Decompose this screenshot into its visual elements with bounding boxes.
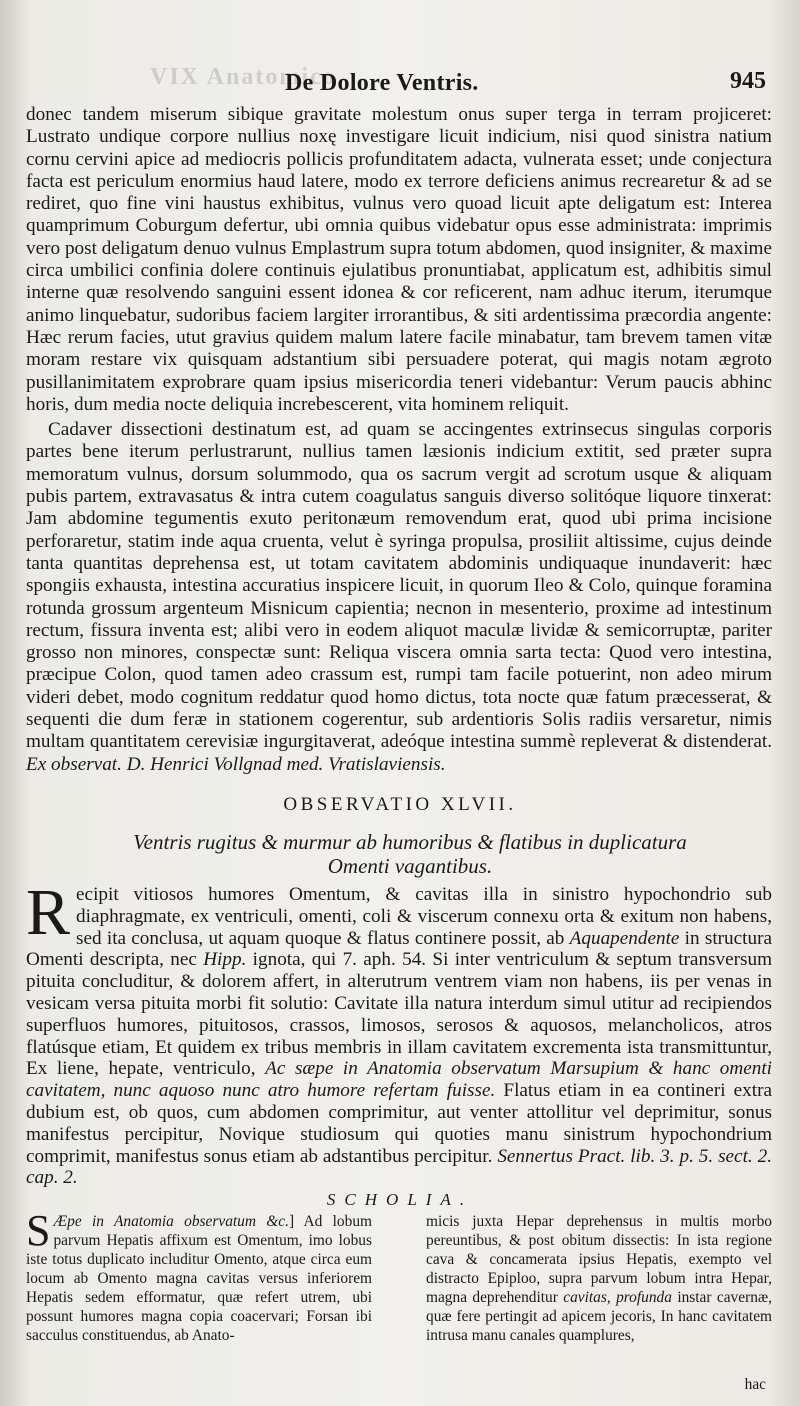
- paragraph-dissection-text: Cadaver dissectioni destinatum est, ad quam se accingentes extrinsecus singulas corporis partes bene iterum perlustrarunt, nullius tamen læsionis indicium extitit, sed præter supra memoratum vulnus, dorsum solummodo, qua os sacrum vergit ad scrotum usque & aliquam pubis partem, extravasatus & intra cutem coagulatus sanguis diverso solitóque liquore tinxerat: Jam abdomine tegumentis exuto peritonæum removendum erat, quod ubi prima incisione perforaretur, statim inde aqua cruenta, velut è syringa propulsa, prosiliit altissime, cujus deinde tanta quantitas deprehensa est, ut totam cavitatem abdominis undiquaque inundaverit: hæc spongiis exhausta, intestina accuratius inspicere licuit, in quorum Ileo & Colo, quinque foramina rotunda grossum argenteum Misnicum capientia; necnon in mesenterio, proxime ad intestinum rectum, fissura inventa est; alibi vero in eodem aliquot maculæ lividæ & semicorruptæ, pariter grosso non minores, conspectæ sunt: Reliqua viscera omnia sarta tecta: Quod vero intestina, præcipue Colon, quod tamen adeo crassum est, rumpi tam facile potuerint, non adeo mirum videri debet, modo cognitum reddatur quod homo dictus, tota nocte quæ fatum præcesserat, & sequenti die dum feræ in stationem cogerentur, sub ardentioris Solis radiis versaretur, nimis multam quantitatem cerevisiæ ingurgitaverat, adeóque intestina summè repleverat & distenderat.: [26, 419, 772, 753]
- drop-cap: R: [26, 876, 71, 949]
- observation-title: [60, 830, 760, 878]
- scholia-right-column: [426, 1212, 772, 1345]
- scholia-right-text-2: instar cavernæ, quæ fere pertingit ad apicem jecoris, In hanc cavitatem intrusa manu canales quamplures,: [426, 1289, 773, 1344]
- scholia-columns: [26, 1206, 773, 1345]
- observation-text-part-2: in structura Omenti descripta, nec: [26, 927, 772, 971]
- observation-text-part-4: Flatus etiam in ea contineri extra dubium est, ob quos, cum abdomen comprimitur, aut venter attollitur vel deprimitur, sonus manifestus percipitur, Novique studiosum qui quoties manu sinistrum hypochondrium comprimit, manifestus sonus etiam ab adstantibus percipitur.: [26, 1080, 773, 1167]
- source-citation: Ex observat. D. Henrici Vollgnad med. Vratislaviensis.: [26, 753, 446, 775]
- paragraph-continued: donec tandem miserum sibique gravitate molestum onus super terga in terram projiceret: Lustrato undique corpore nullius noxę investigare licuit indicium, nisi quod sinistra natium cornu cervini apice ad mediocris pollicis profunditatem adacta, vulnerata esset; unde conjectura facta est periculum enormius haud latere, modo ex terrore deficiens animus recrearetur & ad se rediret, quo fine vini haustus exhibitus, vulnus vero quoad licuit apte deligatum est: Interea quamprimum Coburgum defertur, ubi omnia quibus videbatur opus esse administrata: imprimis vero post deligatum denuo vulnus Emplastrum supra totum abdomen, quod insigniter, & maxime circa umbilici confinia dolere continuis ejulatibus pronuntiabat, applicatum est, adhibitis simul interne quæ resolvendo sanguini essent idonea & cor reficerent, nam adhuc iterum, iterumque animo linquebatur, sudoribus faciem largiter irrorantibus, & siti ardentissima præcordia angente: Hæc rerum facies, utut gravius quidem malum latere facile minabatur, tam brevem tamen vitæ moram restare vix quisquam adstantium sibi persuadere poterat, qui magis notam ægroto pusillanimitatem exprobrare quam ipsius misericordia teneri videbantur: Verum paucis abhinc horis, dum media nocte deliquia increbescerent, vita hominem reliquit.: [26, 104, 772, 415]
- scholia-drop-cap: S: [26, 1206, 51, 1255]
- observation-title-line-2: Omenti vagantibus.: [327, 854, 493, 878]
- scholia-left-column: [26, 1206, 372, 1345]
- hippocrates-reference: Hipp.: [203, 949, 247, 971]
- scholia-right-text-1: micis juxta Hepar deprehensus in multis morbo pereuntibus, & post obitum dissectis: In ista regione cava & concamerata ipsius Hepatis, exempto vel distracto Epiploo, supra parvum lobum intra Hepar, magna deprehenditur: [426, 1213, 772, 1306]
- scholia-lemma: Æpe in Anatomia observatum &c.: [53, 1213, 289, 1230]
- author-reference: Aquapendente: [569, 927, 680, 949]
- italic-passage: Ac sæpe in Anatomia observatum Marsupium & hanc omenti cavitatem, nunc aquoso nunc atro humore refertam fuisse.: [26, 1058, 772, 1102]
- observation-title-line-1: Ventris rugitus & murmur ab humoribus & flatibus in duplicatura: [133, 830, 687, 854]
- catchword: hac: [744, 1376, 766, 1393]
- observation-text: [26, 876, 773, 1189]
- main-text: [26, 104, 772, 776]
- scholia-heading: SCHOLIA.: [326, 1190, 474, 1209]
- sennertus-citation: Sennertus Pract. lib. 3. p. 5. sect. 2. cap. 2.: [26, 1145, 772, 1189]
- page-header: [0, 64, 800, 104]
- scholia-left-text: ] Ad lobum parvum Hepatis affixum est Omentum, imo lobus iste totus duplicato includitur Omento, atque circa eum locum ab Omento magna cavitas versus inferiorem Hepatis sedem efformatur, quæ refert utrem, ubi possunt humores magna copia coacervari; Forsan ibi sacculus constituendus, ab Anato-: [26, 1213, 372, 1344]
- running-title: De Dolore Ventris.: [285, 70, 479, 96]
- show-through-text: VIX Anatomico: [150, 64, 337, 90]
- scholia-right-italic: cavitas, profunda: [563, 1289, 672, 1306]
- observation-text-part-1: ecipit vitiosos humores Omentum, & cavitas illa in sinistro hypochondrio sub diaphragmate, ex ventriculi, omenti, coli & viscerum connexu orta & exitum non habens, sed ita conclusa, ut aquam quoque & flatus continere possit, ab: [76, 884, 772, 949]
- observation-heading: OBSERVATIO XLVII.: [283, 794, 517, 815]
- page-number: 945: [730, 68, 766, 94]
- observation-text-part-3: ignota, qui 7. aph. 54. Si inter ventriculum & septum transversum pituita concluditur, & dolorem affert, in alterutrum ventrem viam non habens, iis per venas in vesicam versa pituita morbi fit solutio: Cavitate illa natura interdum simul utitur ad recipiendos superfluos humores, pituitosos, crassos, limosos, serosos & aquosos, melancholicos, atros flatúsque etiam, Et quidem ex tribus membris in illam cavitatem excrementa ista transmittuntur, Ex liene, hepate, ventriculo,: [26, 949, 772, 1080]
- paragraph-dissection: [26, 419, 772, 776]
